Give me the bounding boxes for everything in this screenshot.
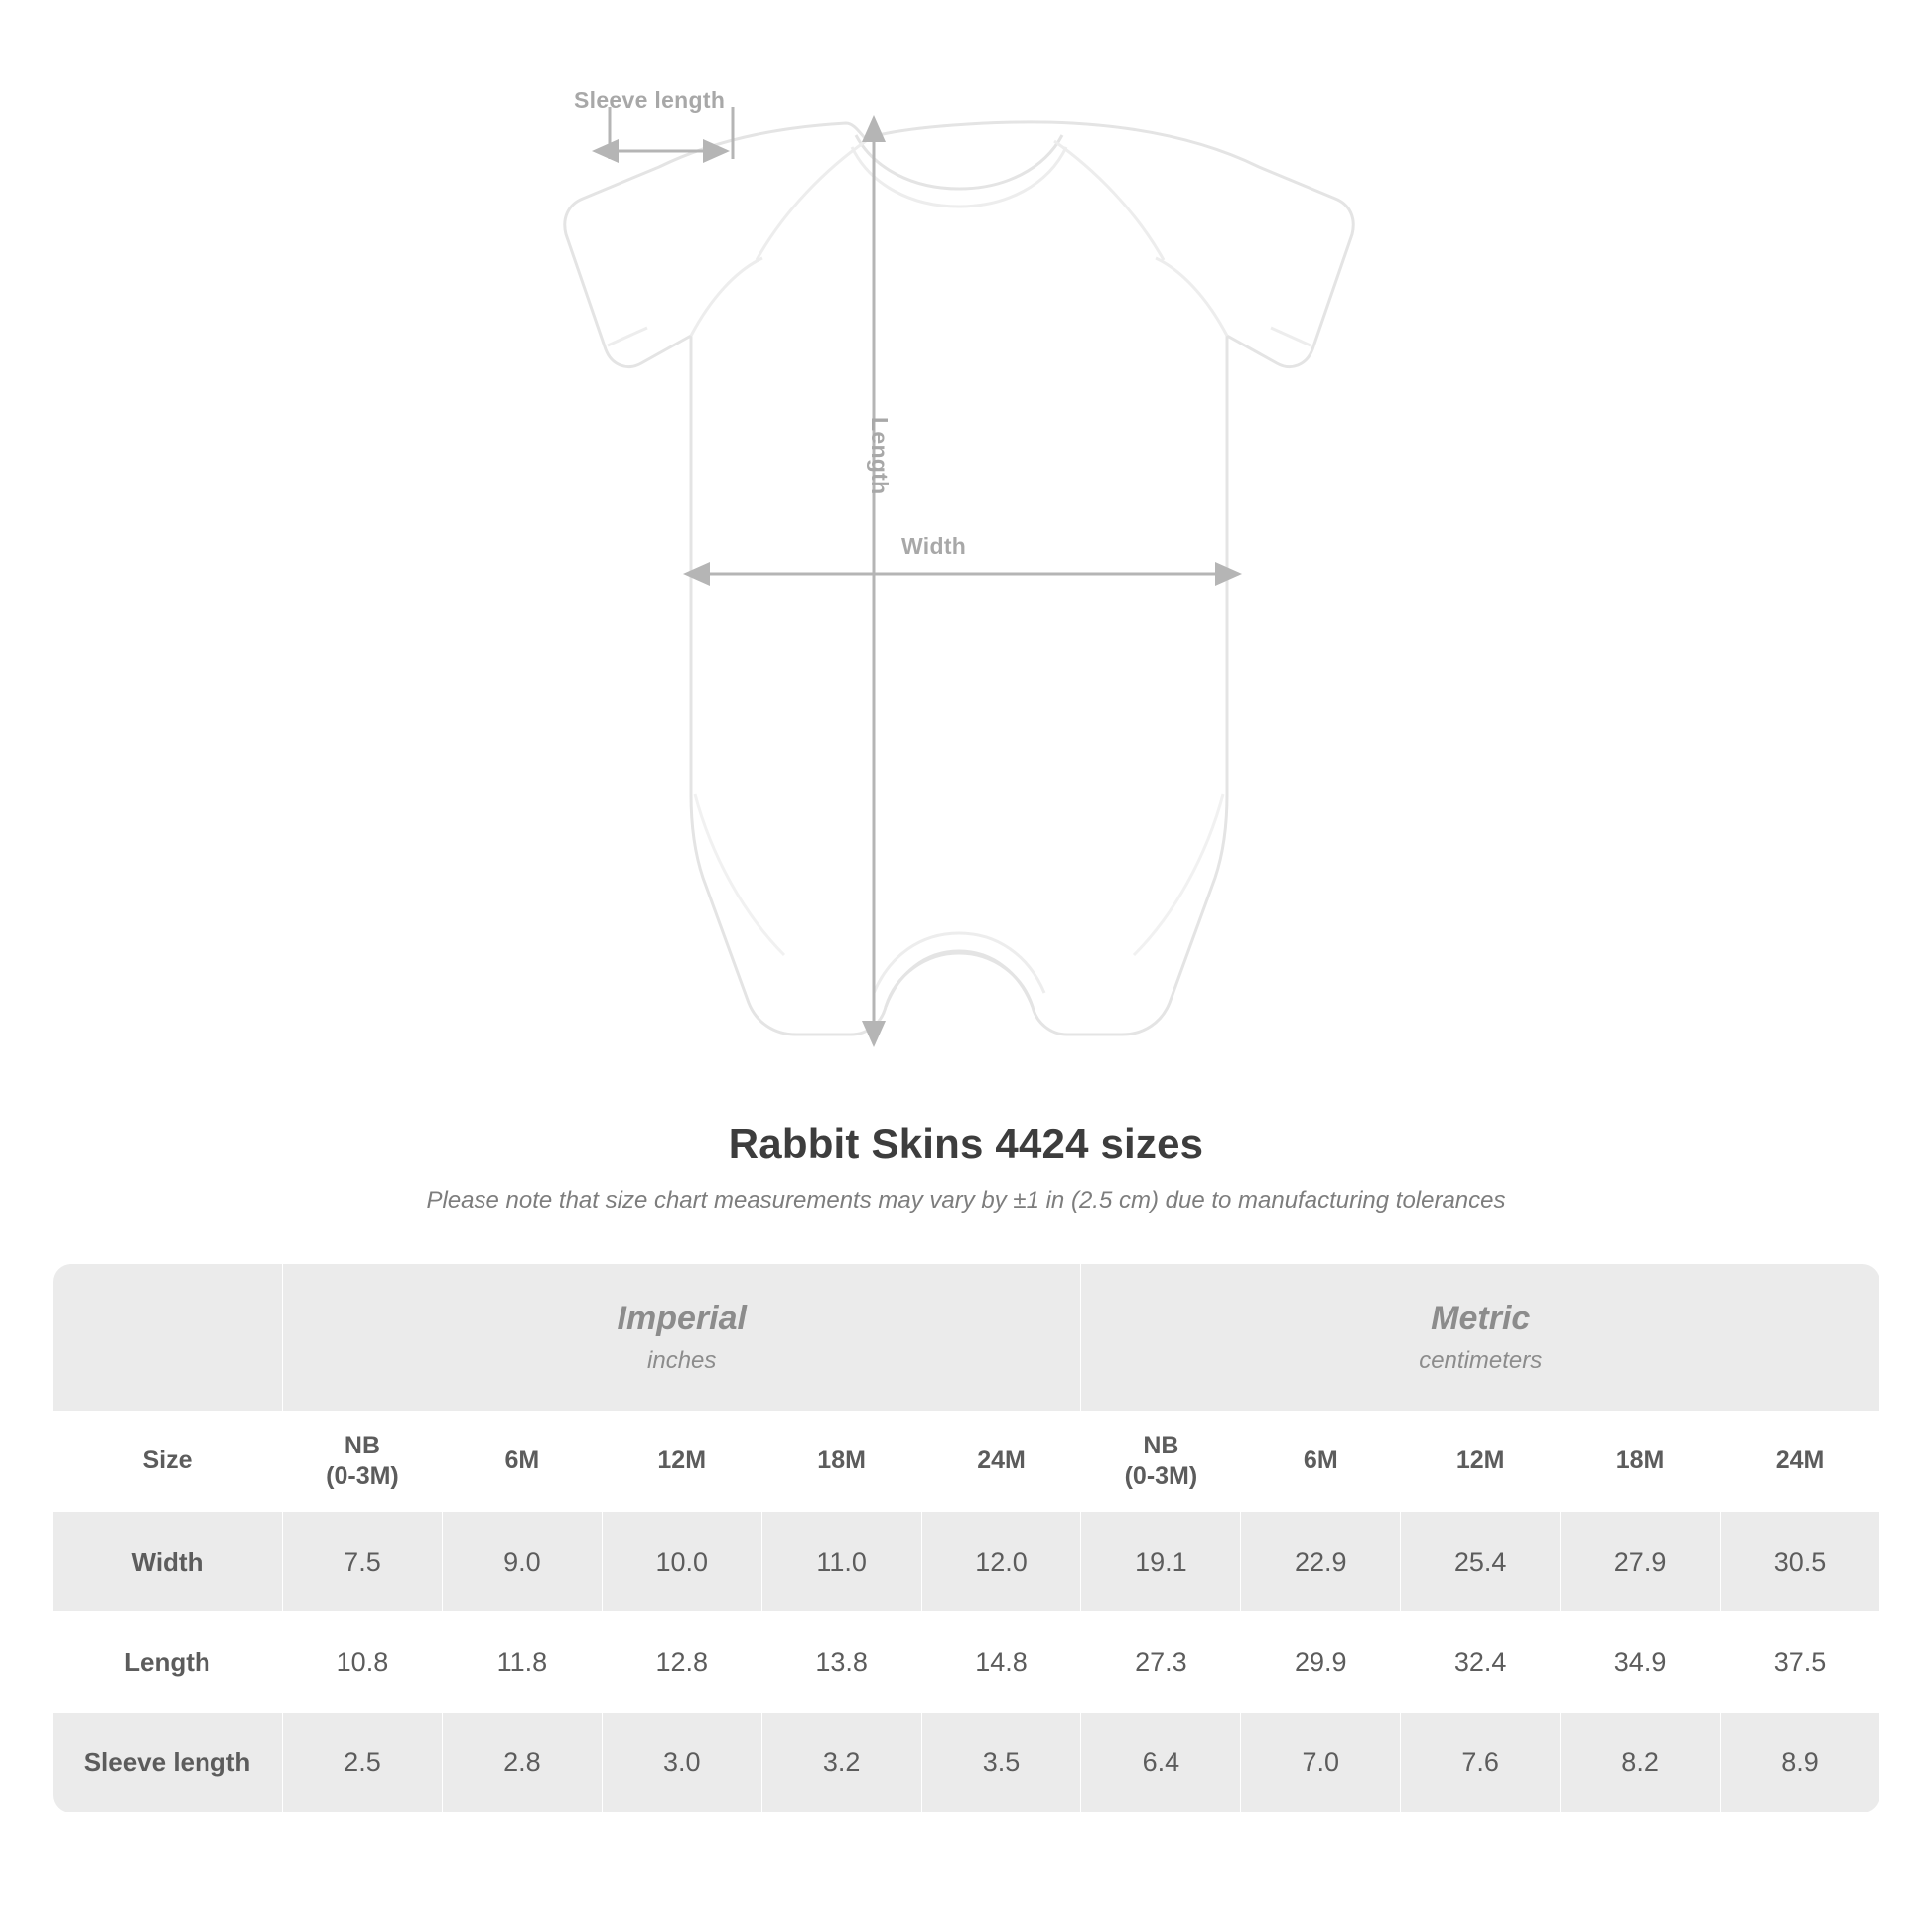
table-row bbox=[53, 1713, 1880, 1813]
measurement-cell: 2.5 bbox=[283, 1713, 443, 1813]
measurement-cell: 3.5 bbox=[921, 1713, 1081, 1813]
size-header-cell: 24M bbox=[921, 1412, 1081, 1512]
measurement-cell: 22.9 bbox=[1241, 1512, 1401, 1612]
measurement-cell: 25.4 bbox=[1401, 1512, 1561, 1612]
table-row bbox=[53, 1612, 1880, 1713]
measurement-cell: 8.2 bbox=[1561, 1713, 1721, 1813]
size-header-cell: 12M bbox=[1401, 1412, 1561, 1512]
measurement-cell: 34.9 bbox=[1561, 1612, 1721, 1713]
size-header-cell: NB (0-3M) bbox=[1081, 1412, 1241, 1512]
size-column-header: Size bbox=[53, 1412, 283, 1512]
unit-group-imperial bbox=[283, 1264, 1081, 1412]
measurement-cell: 29.9 bbox=[1241, 1612, 1401, 1713]
length-label: Length bbox=[867, 417, 893, 495]
unit-group-title: Imperial bbox=[617, 1300, 747, 1338]
measurement-cell: 11.8 bbox=[442, 1612, 602, 1713]
row-header-length: Length bbox=[53, 1612, 283, 1713]
size-header-cell: 6M bbox=[1241, 1412, 1401, 1512]
page-title: Rabbit Skins 4424 sizes bbox=[728, 1120, 1204, 1167]
width-label: Width bbox=[901, 533, 967, 559]
size-header-cell: 18M bbox=[1561, 1412, 1721, 1512]
size-header-cell: 18M bbox=[761, 1412, 921, 1512]
measurement-cell: 27.9 bbox=[1561, 1512, 1721, 1612]
row-header-sleeve-length: Sleeve length bbox=[53, 1713, 283, 1813]
measurement-cell: 6.4 bbox=[1081, 1713, 1241, 1813]
measurement-cell: 12.0 bbox=[921, 1512, 1081, 1612]
unit-row-corner bbox=[53, 1264, 283, 1412]
measurement-cell: 27.3 bbox=[1081, 1612, 1241, 1713]
size-header-cell: NB (0-3M) bbox=[283, 1412, 443, 1512]
size-table bbox=[52, 1263, 1880, 1813]
sleeve-length-label: Sleeve length bbox=[574, 87, 726, 113]
size-header-cell: 24M bbox=[1721, 1412, 1880, 1512]
size-header-row bbox=[53, 1412, 1880, 1512]
unit-group-subtitle: inches bbox=[647, 1346, 717, 1374]
size-table-wrap bbox=[52, 1263, 1880, 1813]
measurement-cell: 10.8 bbox=[283, 1612, 443, 1713]
unit-group-subtitle: centimeters bbox=[1419, 1346, 1543, 1374]
row-header-width: Width bbox=[53, 1512, 283, 1612]
measurement-cell: 12.8 bbox=[602, 1612, 761, 1713]
measurement-cell: 2.8 bbox=[442, 1713, 602, 1813]
chart-heading bbox=[0, 1120, 1932, 1215]
measurement-cell: 37.5 bbox=[1721, 1612, 1880, 1713]
size-header-cell: 12M bbox=[602, 1412, 761, 1512]
table-row bbox=[53, 1512, 1880, 1612]
bodysuit-shape bbox=[565, 122, 1353, 1035]
body-outline bbox=[565, 122, 1353, 1035]
measurement-cell: 30.5 bbox=[1721, 1512, 1880, 1612]
measurement-cell: 14.8 bbox=[921, 1612, 1081, 1713]
measurement-cell: 10.0 bbox=[602, 1512, 761, 1612]
measurement-cell: 3.0 bbox=[602, 1713, 761, 1813]
measurement-cell: 7.0 bbox=[1241, 1713, 1401, 1813]
size-header-cell: 6M bbox=[442, 1412, 602, 1512]
measurement-cell: 3.2 bbox=[761, 1713, 921, 1813]
unit-group-metric bbox=[1081, 1264, 1880, 1412]
measurement-cell: 8.9 bbox=[1721, 1713, 1880, 1813]
measurement-cell: 13.8 bbox=[761, 1612, 921, 1713]
unit-header-row bbox=[53, 1264, 1880, 1412]
measurement-cell: 32.4 bbox=[1401, 1612, 1561, 1713]
tolerance-note: Please note that size chart measurements may vary by ±1 in (2.5 cm) due to manufacturing tolerances bbox=[426, 1187, 1506, 1214]
measurement-cell: 9.0 bbox=[442, 1512, 602, 1612]
measurement-cell: 7.6 bbox=[1401, 1713, 1561, 1813]
measurement-cell: 19.1 bbox=[1081, 1512, 1241, 1612]
measurement-cell: 7.5 bbox=[283, 1512, 443, 1612]
unit-group-title: Metric bbox=[1431, 1300, 1531, 1338]
measurement-cell: 11.0 bbox=[761, 1512, 921, 1612]
